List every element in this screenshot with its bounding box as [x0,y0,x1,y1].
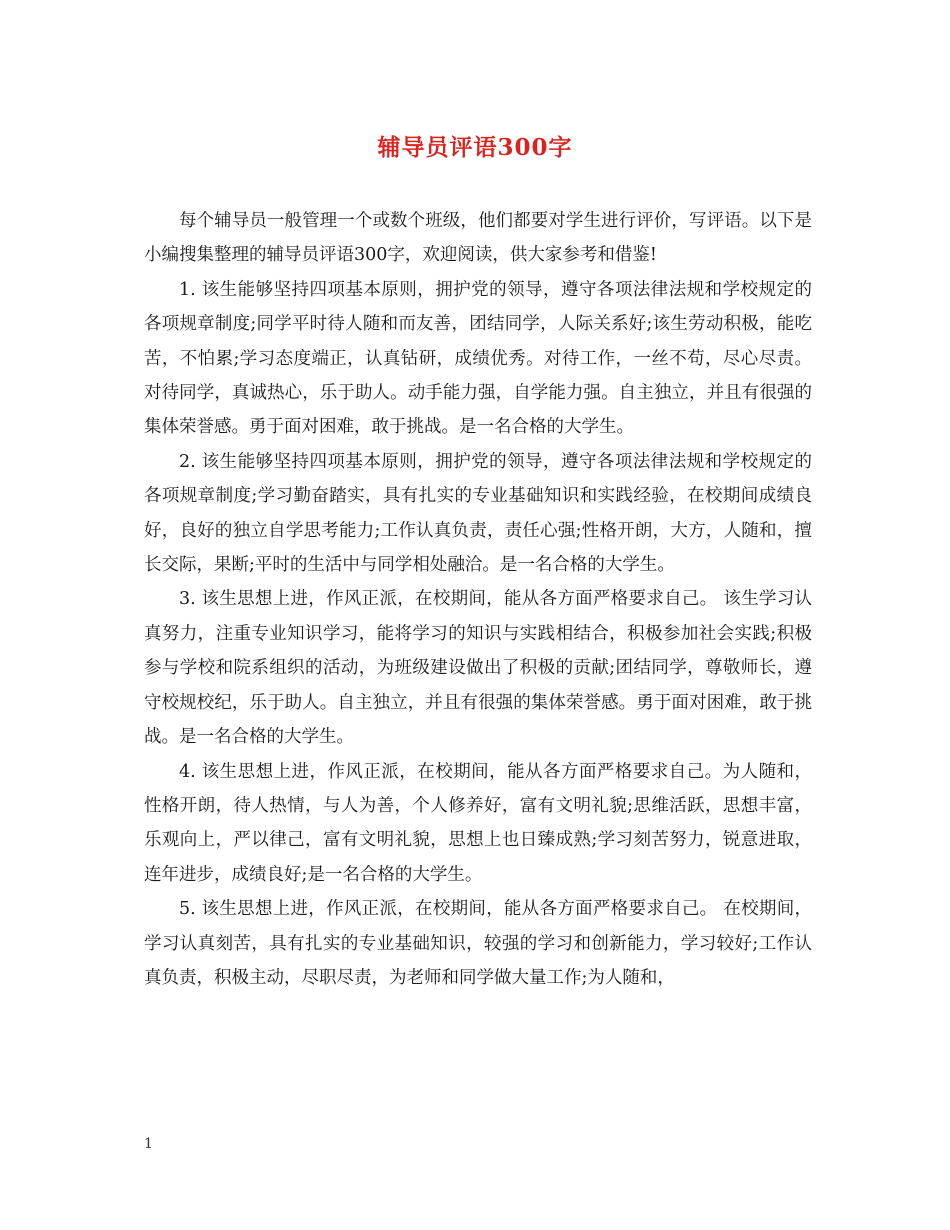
document-title: 辅导员评语300字 [377,134,573,161]
comment-paragraph-4: 4. 该生思想上进，作风正派，在校期间，能从各方面严格要求自己。为人随和，性格开朗，待人热情，与人为善，个人修养好，富有文明礼貌;思维活跃，思想丰富，乐观向上，严以律己，富有文明礼貌，思想上也日臻成熟;学习刻苦努力，锐意进取，连年进步，成绩良好;是一名合格的大学生。 [144,761,812,885]
comment-paragraph-1: 1. 该生能够坚持四项基本原则，拥护党的领导，遵守各项法律法规和学校规定的各项规章制度;同学平时待人随和而友善，团结同学，人际关系好;该生劳动积极，能吃苦，不怕累;学习态度端正，认真钻研，成绩优秀。对待工作，一丝不苟，尽心尽责。对待同学，真诚热心，乐于助人。动手能力强，自学能力强。自主独立，并且有很强的集体荣誉感。勇于面对困难，敢于挑战。是一名合格的大学生。 [144,279,812,438]
comment-paragraph-5: 5. 该生思想上进，作风正派，在校期间，能从各方面严格要求自己。 在校期间，学习认真刻苦，具有扎实的专业基础知识，较强的学习和创新能力，学习较好;工作认真负责，积极主动，尽职尽责，为老师和同学做大量工作;为人随和， [144,899,812,988]
intro-paragraph: 每个辅导员一般管理一个或数个班级，他们都要对学生进行评价，写评语。以下是小编搜集整理的辅导员评语300字，欢迎阅读，供大家参考和借鉴! [144,211,812,266]
comment-paragraph-2: 2. 该生能够坚持四项基本原则，拥护党的领导，遵守各项法律法规和学校规定的各项规章制度;学习勤奋踏实，具有扎实的专业基础知识和实践经验，在校期间成绩良好，良好的独立自学思考能力;工作认真负责，责任心强;性格开朗，大方，人随和，擅长交际，果断;平时的生活中与同学相处融洽。是一名合格的大学生。 [144,451,812,576]
comment-paragraph-3: 3. 该生思想上进，作风正派，在校期间，能从各方面严格要求自己。 该生学习认真努力，注重专业知识学习，能将学习的知识与实践相结合，积极参加社会实践;积极参与学校和院系组织的活动，为班级建设做出了积极的贡献;团结同学，尊敬师长，遵守校规校纪，乐于助人。自主独立，并且有很强的集体荣誉感。勇于面对困难，敢于挑战。是一名合格的大学生。 [144,589,812,748]
page-number: 1 [144,1136,153,1152]
document-body [144,204,812,995]
